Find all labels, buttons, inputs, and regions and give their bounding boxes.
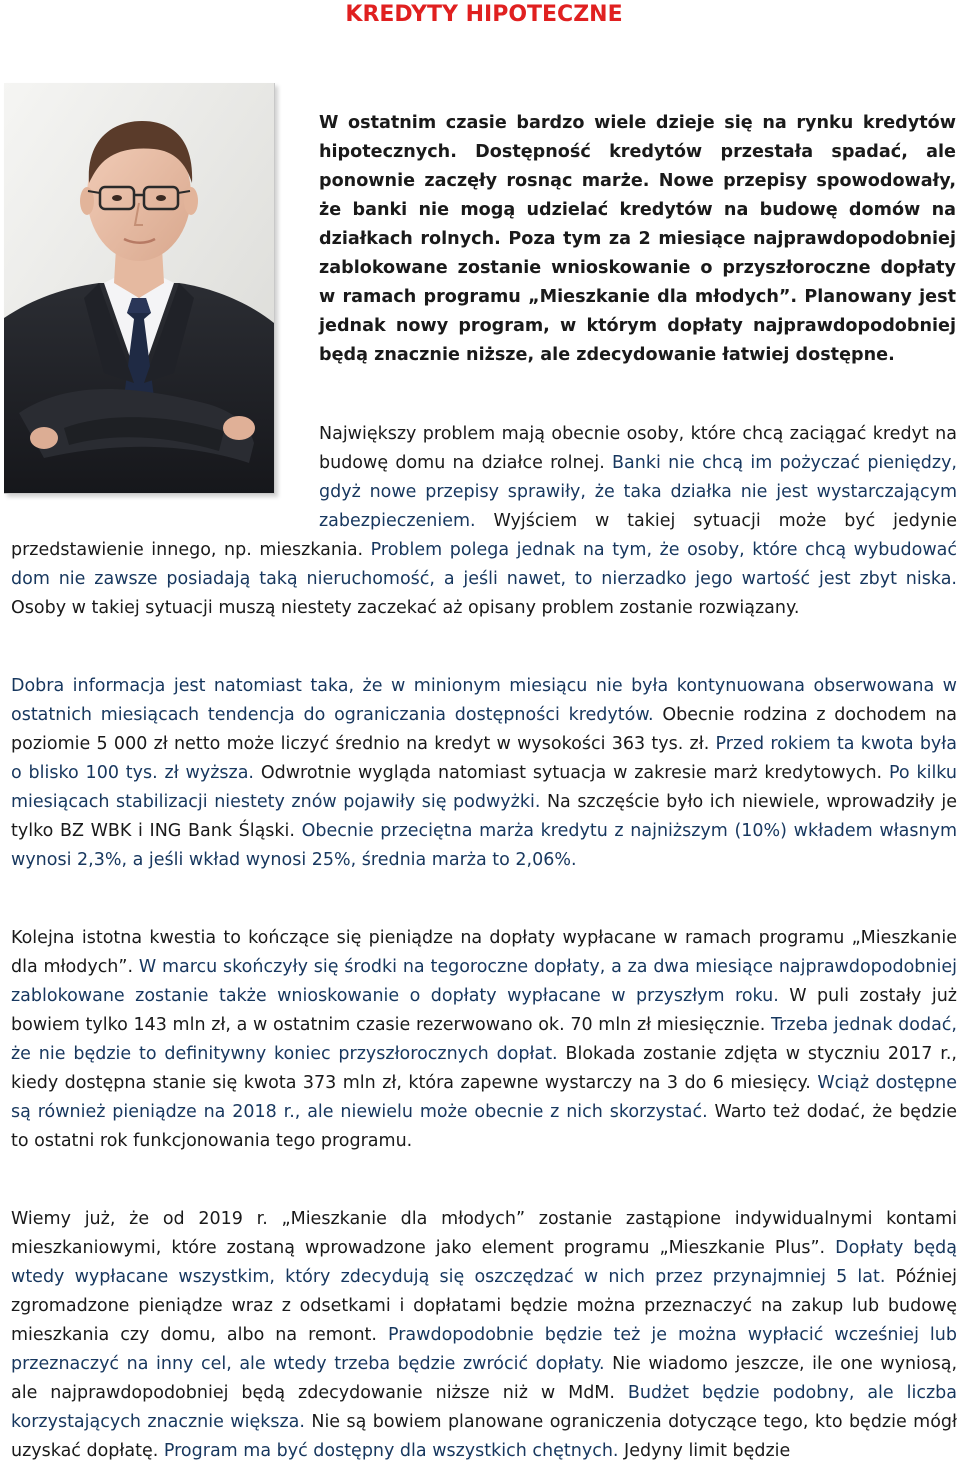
paragraph-3-sentence-3: W puli zostały już bowiem tylko 143 mln zł, a w ostatnim czasie rezerwowano ok. 70 mln zł miesięcznie. — [11, 986, 957, 1035]
paragraph-4-sentence-7: Nie są bowiem planowane ograniczenia dotyczące tego, kto będzie mógł uzyskać dopłatę. — [11, 1412, 957, 1461]
paragraph-4-sentence-2: Dopłaty będą wtedy wypłacane wszystkim, który zdecydują się oszczędzać w nich przez przynajmniej 5 lat. — [11, 1238, 957, 1287]
paragraph-2-sentence-5: Po kilku miesiącach stabilizacji niestety znów pojawiły się podwyżki. — [11, 763, 957, 812]
paragraph-4-sentence-5: Nie wiadomo jeszcze, ile one wyniosą, ale najprawdopodobniej będą zdecydowanie niższe niż w MdM. — [11, 1354, 958, 1403]
paragraph-1-sentence-4: Problem polega jednak na tym, że osoby, które chcą wybudować dom nie zawsze posiadają taką nieruchomość, a jeśli nawet, to nierzadko jego wartość jest zbyt niska. — [11, 540, 957, 589]
paragraph-2-sentence-6: Na szczęście było ich niewiele, wprowadziły je tylko BZ WBK i ING Bank Śląski. — [11, 792, 957, 841]
paragraph-4-sentence-9: Jedyny limit będzie — [618, 1441, 791, 1461]
paragraph-4-sentence-8: Program ma być dostępny dla wszystkich chętnych. — [158, 1441, 619, 1461]
paragraph-4-block — [11, 1205, 957, 1466]
paragraph-4-sentence-1: Wiemy już, że od 2019 r. „Mieszkanie dla młodych” zostanie zastąpione indywidualnymi kontami mieszkaniowymi, które zostaną wprowadzone jako element programu „Mieszkanie Plus”. — [11, 1209, 957, 1258]
paragraph-3-sentence-6: Wciąż dostępne są również pieniądze na 2018 r., ale niewielu może obecnie z nich skorzystać. — [11, 1073, 957, 1122]
paragraph-3-sentence-7: Warto też dodać, że będzie to ostatni rok funkcjonowania tego programu. — [11, 1102, 957, 1151]
paragraph-2-sentence-2: Obecnie rodzina z dochodem na poziomie 5 000 zł netto może liczyć średnio na kredyt w wysokości 363 tys. zł. — [11, 705, 958, 754]
paragraph-4-sentence-6: Budżet będzie podobny, ale liczba korzystających znacznie większa. — [11, 1383, 957, 1432]
paragraph-3-sentence-5: Blokada zostanie zdjęta w styczniu 2017 r., kiedy dostępna stanie się kwota 373 mln zł, która zapewne wystarczy na 3 do 6 miesięcy. — [11, 1044, 957, 1093]
paragraph-1-sentence-1: Największy problem mają obecnie osoby, które chcą zaciągać kredyt na budowę domu na działce rolnej. — [319, 424, 957, 473]
paragraph-1-sentence-2: Banki nie chcą im pożyczać pieniędzy, gdyż nowe przepisy sprawiły, że taka działka nie jest wystarczającym zabezpieczeniem. — [319, 453, 957, 531]
paragraph-1-sentence-5: Osoby w takiej sytuacji muszą niestety zaczekać aż opisany problem zostanie rozwiązany. — [11, 598, 800, 618]
paragraph-3-sentence-1: Kolejna istotna kwestia to kończące się pieniądze na dopłaty wypłacane w ramach programu „Mieszkanie dla młodych”. — [11, 928, 957, 977]
paragraph-4-sentence-3: Później zgromadzone pieniądze wraz z odsetkami i dopłatami będzie można przeznaczyć na zakup lub budowę mieszkania czy domu, albo na remont. — [11, 1267, 957, 1345]
paragraph-2-block — [11, 672, 957, 875]
page-title: KREDYTY HIPOTECZNE — [345, 2, 623, 27]
paragraph-4-sentence-4: Prawdopodobnie będzie też je można wypłacić wcześniej lub przeznaczyć na inny cel, ale wtedy trzeba będzie zwrócić dopłaty. — [11, 1325, 957, 1374]
paragraph-2-sentence-4: Odwrotnie wygląda natomiast sytuacja w zakresie marż kredytowych. — [254, 763, 883, 783]
paragraph-1-block — [11, 420, 957, 623]
paragraph-2 — [11, 672, 957, 875]
lead-paragraph: W ostatnim czasie bardzo wiele dzieje się na rynku kredytów hipotecznych. Dostępność kredytów przestała spadać, ale ponownie zaczęły rosnąc marże. Nowe przepisy spowodowały, że banki nie mogą udzielać kredytów na budowę domów na działkach rolnych. Poza tym za 2 miesiące najprawdopodobniej zablokowane zostanie wnioskowanie o przyszłoroczne dopłaty w ramach programu „Mieszkanie dla młodych”. Planowany jest jednak nowy program, w którym dopłaty najprawdopodobniej będą znacznie niższe, ale zdecydowanie łatwiej dostępne. — [319, 113, 956, 365]
paragraph-1-sentence-3: Wyjściem w takiej sytuacji może być jedynie przedstawienie innego, np. mieszkania. — [11, 511, 957, 560]
paragraph-2-sentence-1: Dobra informacja jest natomiast taka, że w minionym miesiącu nie była kontynuowana obserwowana w ostatnich miesiącach tendencja do ograniczania dostępności kredytów. — [11, 676, 957, 725]
paragraph-2-sentence-3: Przed rokiem ta kwota była o blisko 100 tys. zł wyższa. — [11, 734, 957, 783]
paragraph-3-sentence-2: W marcu skończyły się środki na tegoroczne dopłaty, a za dwa miesiące najprawdopodobniej zablokowane zostanie także wnioskowanie o dopłaty wypłacane w przyszłym roku. — [11, 957, 957, 1006]
paragraph-2-sentence-7: Obecnie przeciętna marża kredytu z najniższym (10%) wkładem własnym wynosi 2,3%, a jeśli wkład wynosi 25%, średnia marża to 2,06%. — [11, 821, 957, 870]
paragraph-3-block — [11, 924, 957, 1156]
paragraph-3-sentence-4: Trzeba jednak dodać, że nie będzie to definitywny koniec przyszłorocznych dopłat. — [11, 1015, 957, 1064]
paragraph-4 — [11, 1205, 957, 1466]
paragraph-3 — [11, 924, 957, 1156]
photo-wrap-spacer — [11, 420, 319, 536]
